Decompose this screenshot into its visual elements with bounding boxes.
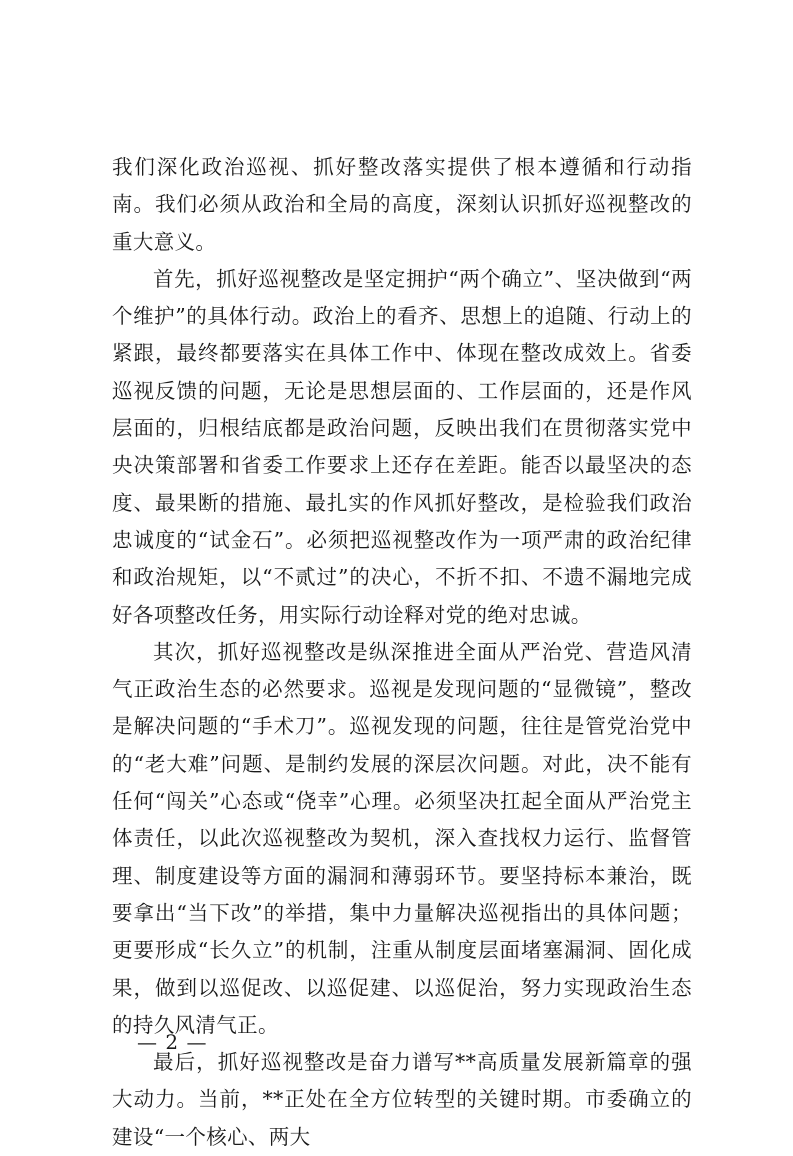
paragraph-first-point: 首先，抓好巡视整改是坚定拥护“两个确立”、坚决做到“两个维护”的具体行动。政治上的看齐、思想上的追随、行动上的紧跟，最终都要落实在具体工作中、体现在整改成效上。省委巡视反馈的问题，无论是思想层面的、工作层面的，还是作风层面的，归根结底都是政治问题，反映出我们在贯彻落实党中央决策部署和省委工作要求上还存在差距。能否以最坚决的态度、最果断的措施、最扎实的作风抓好整改，是检验我们政治忠诚度的“试金石”。必须把巡视整改作为一项严肃的政治纪律和政治规矩，以“不贰过”的决心，不折不扣、不遗不漏地完成好各项整改任务，用实际行动诠释对党的绝对忠诚。 <box>112 266 692 627</box>
page-number: — 2 — <box>137 1030 208 1054</box>
paragraph-second-point: 其次，抓好巡视整改是纵深推进全面从严治党、营造风清气正政治生态的必然要求。巡视是发现问题的“显微镜”，整改是解决问题的“手术刀”。巡视发现的问题，往往是管党治党中的“老大难”问题、是制约发展的深层次问题。对此，决不能有任何“闯关”心态或“侥幸”心理。必须坚决扛起全面从严治党主体责任，以此次巡视整改为契机，深入查找权力运行、监督管理、制度建设等方面的漏洞和薄弱环节。要坚持标本兼治，既要拿出“当下改”的举措，集中力量解决巡视指出的具体问题；更要形成“长久立”的机制，注重从制度层面堵塞漏洞、固化成果，做到以巡促改、以巡促建、以巡促治，努力实现政治生态的持久风清气正。 <box>112 639 692 1037</box>
document-body <box>112 149 692 1156</box>
paragraph-third-point: 最后，抓好巡视整改是奋力谱写**高质量发展新篇章的强大动力。当前，**正处在全方位转型的关键时期。市委确立的建设“一个核心、两大 <box>112 1050 692 1149</box>
paragraph-continuation: 我们深化政治巡视、抓好整改落实提供了根本遵循和行动指南。我们必须从政治和全局的高度，深刻认识抓好巡视整改的重大意义。 <box>112 155 692 254</box>
